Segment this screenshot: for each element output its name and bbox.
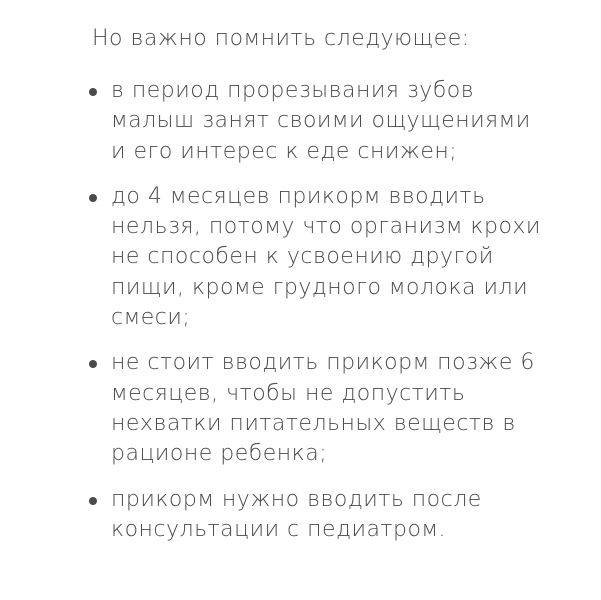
list-item-line: консультации с педиатром.: [111, 516, 447, 542]
list-item-line: пищи, кроме грудного молока или: [111, 274, 529, 300]
list-item-line: месяцев, чтобы не допустить: [111, 380, 466, 406]
bullet-dot-icon: [89, 194, 97, 202]
bullet-dot-icon: [89, 88, 97, 96]
list-item-line: до 4 месяцев прикорм вводить: [111, 183, 486, 209]
list-item: [89, 485, 549, 546]
list-item: [89, 182, 549, 333]
bullet-list: [89, 76, 549, 560]
intro-text: Но важно помнить следующее:: [92, 26, 470, 51]
list-item-line: и его интерес к еде снижен;: [111, 138, 458, 164]
list-item-line: нельзя, потому что организм крохи: [111, 214, 541, 240]
list-item-line: рационе ребенка;: [111, 441, 328, 467]
list-item-line: прикорм нужно вводить после: [111, 486, 482, 512]
list-item: [89, 348, 549, 469]
list-item-line: нехватки питательных веществ в: [111, 410, 516, 436]
list-item-line: не стоит вводить прикорм позже 6: [111, 350, 535, 376]
list-item-line: не способен к усвоению другой: [111, 244, 494, 270]
list-item-line: в период прорезывания зубов: [111, 78, 475, 103]
bullet-dot-icon: [89, 497, 97, 505]
list-item-line: смеси;: [111, 305, 191, 331]
list-item-line: малыш занят своими ощущениями: [111, 108, 531, 134]
list-item: [89, 76, 549, 167]
bullet-dot-icon: [89, 360, 97, 368]
